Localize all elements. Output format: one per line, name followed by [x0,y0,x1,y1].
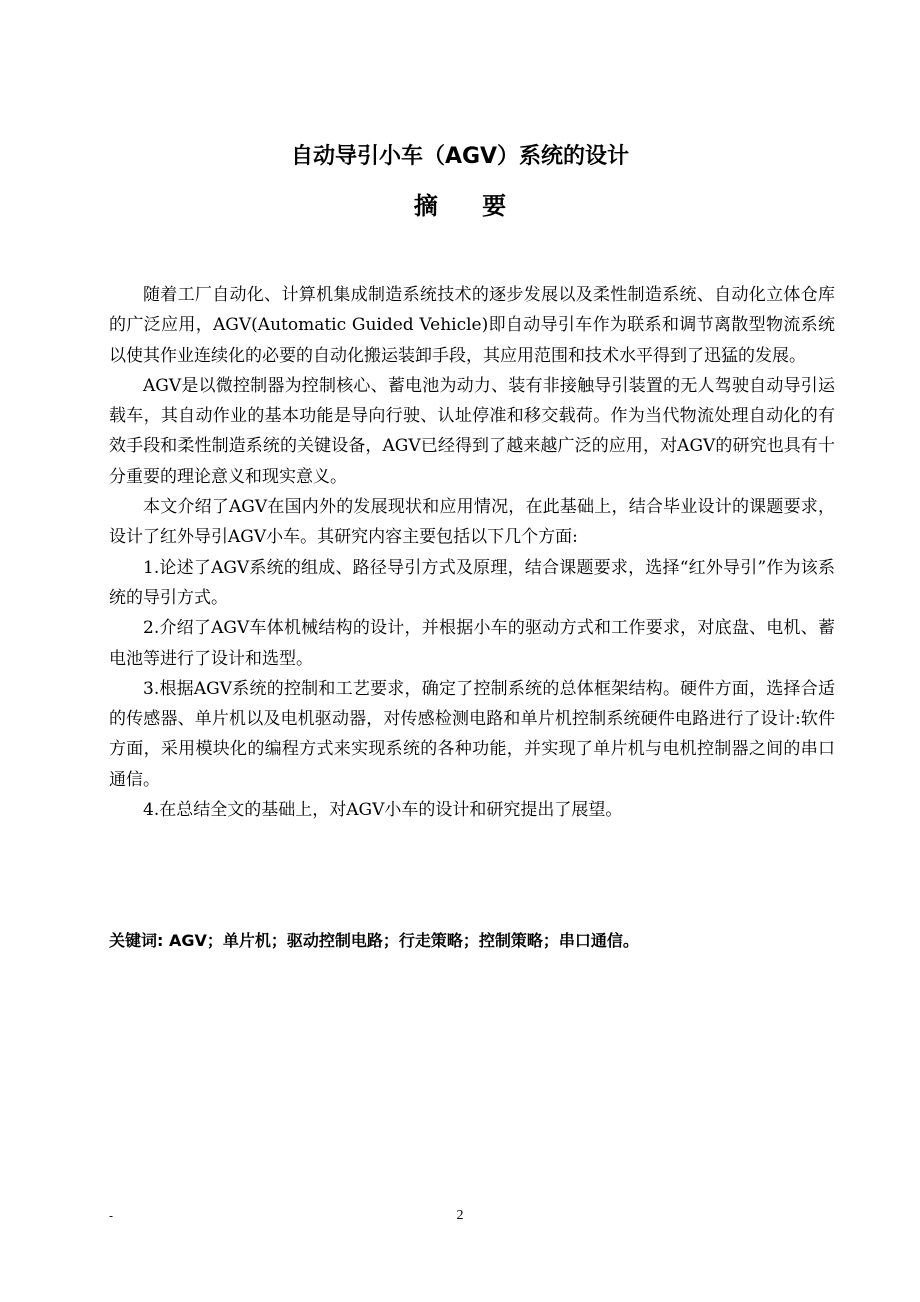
abstract-heading: 摘 要 [413,192,525,220]
document-title: 自动导引小车（AGV）系统的设计 [290,144,630,169]
page-number: 2 [456,1208,464,1223]
abstract-item-4: 4.在总结全文的基础上，对AGV小车的设计和研究提出了展望。 [143,800,623,821]
abstract-item-1: 1.论述了AGV系统的组成、路径导引方式及原理，结合课题要求，选择“红外导引”作为该系统的导引方式。 [109,557,835,608]
keywords-line: 关键词: AGV；单片机；驱动控制电路；行走策略；控制策略；串口通信。 [109,931,639,950]
footer-dash: - [109,1209,114,1223]
abstract-paragraph-3: 本文介绍了AGV在国内外的发展现状和应用情况，在此基础上，结合毕业设计的课题要求，设计了红外导引AGV小车。其研究内容主要包括以下几个方面: [109,497,835,548]
abstract-item-2: 2.介绍了AGV车体机械结构的设计，并根据小车的驱动方式和工作要求，对底盘、电机、蓄电池等进行了设计和选型。 [109,618,835,669]
abstract-body [109,280,835,825]
abstract-paragraph-1: 随着工厂自动化、计算机集成制造系统技术的逐步发展以及柔性制造系统、自动化立体仓库的广泛应用，AGV(Automatic Guided Vehicle)即自动导引车作为联系和调节离散型物流系统以使其作业连续化的必要的自动化搬运装卸手段，其应用范围和技术水平得到了迅猛的发展。 [109,285,835,366]
abstract-item-3: 3.根据AGV系统的控制和工艺要求，确定了控制系统的总体框架结构。硬件方面，选择合适的传感器、单片机以及电机驱动器，对传感检测电路和单片机控制系统硬件电路进行了设计:软件方面，采用模块化的编程方式来实现系统的各种功能，并实现了单片机与电机控制器之间的串口通信。 [109,678,835,790]
abstract-paragraph-2: AGV是以微控制器为控制核心、蓄电池为动力、装有非接触导引装置的无人驾驶自动导引运载车，其自动作业的基本功能是导向行驶、认址停准和移交载荷。作为当代物流处理自动化的有效手段和柔性制造系统的关键设备，AGV已经得到了越来越广泛的应用，对AGV的研究也具有十分重要的理论意义和现实意义。 [109,375,835,487]
